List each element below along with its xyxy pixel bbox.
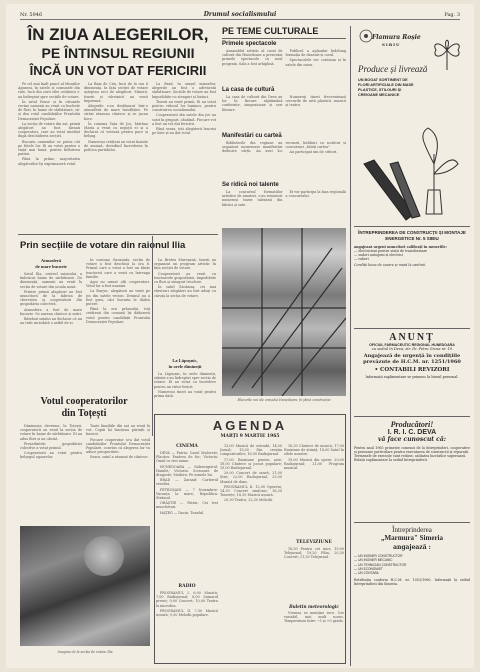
culture-text-carte: Bibliotecile din regiune au organizat numeroase manifestări dedicate cărții. Au avut loc recenzii, întâlniri cu scriitori și concursuri „Iubiți cartea". Au participat mii de cititori. xyxy=(222,141,346,155)
ad-anunt-sub: OFICIUL FARMACEUTIC REGIONAL HUNEDOARA xyxy=(369,343,455,347)
culture-text-casa: La casa de cultură din Deva au loc în fiecare săptămână conferințe, simpozioane și seri literare. Numeroși tineri frecventează cercurile de artă plastică, muzică și teatru. xyxy=(222,95,346,112)
ad-flamura-city: SIBIU xyxy=(382,42,401,47)
article-ilia-col1: Satul Ilia, centrul raionului, a îmbrăcat haine de sărbătoare. De dimineață, oamenii au venit la secția de votare din școala nouă. Printre primii alegători au fost muncitorii de la fabrica de cherestea și cooperatorii din gospodăria colectivă. Atmosfera a fost de mare bucurie. Se auzeau cântece și urări. Bătrânii satului au declarat că nu au trăit niciodată o astfel de zi. xyxy=(20,272,82,326)
article-ilia-col2: În comuna Gurasada, secția de votare a fost deschisă la ora 6. Primul care a votat a fost un tânăr tractorist care a venit cu întreaga familie. Apoi au urmat alți cooperatori. Votul lor a fost unanim. La Burjuc, alegătorii au venit pe jos din satele vecine. Drumul nu a fost greu, căci bucuria le dădea putere. Până la ora prânzului, toți cetățenii din comună își dăduseră votul pentru candidații Frontului Democrației Populare. xyxy=(86,258,150,324)
caption-small-photo: Imagine de la secția de votare Ilia xyxy=(57,650,113,654)
page-header xyxy=(20,10,460,20)
ad-anunt-addr: cu sediul în Deva, str. Dr. Petru Groza nr. 19 xyxy=(371,347,453,351)
agenda-weather: Buletin meteorologic xyxy=(289,604,339,609)
agenda-cinema: CINEMA xyxy=(176,444,198,449)
newspaper-name: Drumul socialismului xyxy=(203,11,277,18)
article-alegeri-col2: La Baia de Criș, încă de la ora 6 dimineața, în fața secției de votare așteptau zeci de alegători. Minerii, tinerii și vârstnicii au venit împreună. Alegerile s-au desfășurat într-o atmosferă de mare însuflețire. Pe străzi răsunau cântece și se jucau hore. În comuna Vața de Jos, bătrâna Maria a venit cu nepoții ei și a declarat că votează pentru pace și belșug. Numeroși cetățeni au votat înainte de amiază, dovedind încrederea în politica partidului. xyxy=(84,82,148,153)
ad-iric-sub: vă face cunoscut că: xyxy=(378,436,446,443)
section-title-cultura: PE TEME CULTURALE xyxy=(222,26,319,36)
photo-scaffolding-lines xyxy=(222,228,346,396)
agenda-radio: RADIO xyxy=(178,584,196,589)
ad-marmura xyxy=(354,526,470,666)
agenda-cinema-text: DEVA — Patria: Cazul Malovetz; Flacăra: Pasărea de foc; Victoria: Omul cu trei nume. HUNEDOARA — Siderurgistul: Hamlet; Victoria: Scrisoare de dragoste; Modern: Pe urmele lui. BRAD — Zarand: Cartierul veseliei. PETROȘANI — 7 Noiembrie: Vacanța la mare; Republica: Străinul. ORĂȘTIE — Patria: Cei trei muschetari. HAȚEG — Dacia: Tunelul. xyxy=(156,451,218,515)
ad-flamura xyxy=(354,26,470,224)
ad-flamura-slogan: Produce și livrează xyxy=(358,64,428,74)
article-alegeri-col1: Pe cel mai înalt punct al Munților Apuseni, în satele și comunele din vale, încă din zorii zilei cetățenii s-au îndreptat spre secțiile de votare. În satul Ponor și în cătunele vecine oamenii au venit cu buchete de flori, în haine de sărbătoare, să-și dea votul candidaților Frontului Democrației Populare. La secția de votare din sat, primii alegători au fost țăranii cooperatori, care au votat imediat după deschiderea secției. Bucuria oamenilor se putea citi pe fețele lor. Ei au votat pentru o viață mai bună, pentru înflorirea patriei. Până la prânz, majoritatea alegătorilor își exprimaseră votul. xyxy=(18,82,80,166)
article-lapusnic: La Lăpușnic, în orele dimineții, sătenii s-au îndreptat spre secția de votare. Ei au votat cu încredere pentru un viitor fericit. Numeroși tineri au votat pentru prima dată. xyxy=(154,372,216,399)
page-number: Pag. 3 xyxy=(444,12,460,18)
ad-anunt-line1: Angajează de urgență în condițiile xyxy=(363,353,461,359)
headline-line3: ÎNCĂ UN VOT DAT FERICIRII xyxy=(29,63,207,78)
agenda-title: AGENDA xyxy=(212,418,288,433)
ad-marmura-b3: UN TEHNICIAN CONSTRUCTOR xyxy=(358,562,407,567)
headline-line1: ÎN ZIUA ALEGERILOR, xyxy=(27,25,209,44)
agenda-radio-text: PROGRAMUL I. 6,00 Muzică; 7,00 Radiojurnal; 8,00 Sumarul presei; 9,00 Concert; 10,00 Teatru la microfon. PROGRAMUL II. 7,30 Muzică ușoară; 9,30 Melodii populare. xyxy=(156,591,218,618)
ad-flamura-desc: UN BOGAT SORTIMENT DE FLORI ARTIFICIALE DIN MASE PLASTICE, STILOURI ȘI CREIOANE MECANICE xyxy=(358,78,414,97)
culture-title-spectacole: Primele spectacole xyxy=(222,41,277,47)
photo-emblem-shape xyxy=(84,536,124,576)
ad-marmura-b5: UN CONTABIL xyxy=(358,571,380,576)
ad-marmura-title: Întreprinderea xyxy=(392,526,432,534)
ad-ice-line4: — rulieri xyxy=(354,257,369,261)
ad-marmura-list: — UN INGINER CONSTRUCTOR — UN INGINER MECANIC — UN TEHNICIAN CONSTRUCTOR — UN ECONOMIST — UN CONTABIL xyxy=(354,554,407,576)
ad-ice-line1: angajează urgent muncitori calificați în meseriile: xyxy=(354,245,447,249)
ad-ice-title: ÎNTREPRINDEREA DE CONSTRUCȚII ȘI MONTAJE ENERGETICE Nr. 5 SIBIU xyxy=(358,230,466,241)
ad-ice-line5: Condiții bune de cazare și masă la cantină. xyxy=(354,263,426,267)
agenda-tv-text: 18,30 Pentru cei mici; 19,00 Telejurnal; 19,20 Film; 20,30 Concert; 21,30 Telejurnal. xyxy=(284,547,344,560)
agenda-weather-text: Vremea se menține rece. Cer variabil, mai mult noros. Temperatura între −5 și +5 grade. xyxy=(284,611,344,624)
headline-line2: PE ÎNTINSUL REGIUNII xyxy=(41,45,195,61)
ad-marmura-sub: angajează : xyxy=(393,544,431,551)
pen-pencil-illustration-icon xyxy=(354,104,470,224)
ad-marmura-b1: UN INGINER CONSTRUCTOR xyxy=(358,554,403,558)
culture-title-casa: La casa de cultură xyxy=(222,87,275,93)
culture-text-spectacole: Ansamblul artistic al casei de cultură din Hunedoara a prezentat primele spectacole cu noul program. Sala a fost arhiplină. Publicul a aplaudat îndelung formația de dansuri și corul. Spectacolele vor continua și în satele din raion. xyxy=(222,49,346,67)
agenda-date: MARȚI 9 MARTIE 1965 xyxy=(220,434,280,439)
ad-anunt xyxy=(354,332,470,414)
section-title-tolesti: Votul cooperatorilor din Toțești xyxy=(40,396,128,419)
ad-iric-name: I. R. I. C. DEVA xyxy=(387,429,437,436)
ad-marmura-b2: UN INGINER MECANIC xyxy=(358,558,393,563)
ad-marmura-name: „Marmura" Simeria xyxy=(380,534,443,542)
issue-number: Nr. 5946 xyxy=(20,12,43,18)
ad-marmura-text: Retribuția conform H.C.M. nr. 1053/1960. Informații la sediul întreprinderii din Simeria. xyxy=(354,578,470,587)
ad-marmura-b4: UN ECONOMIST xyxy=(358,566,383,571)
article-tolesti-col1: Dimineața devreme, la Toțești, cooperatorii au venit la secția de votare în haine de sărbătoare. Ei au adus flori și au cântat. Președintele gospodăriei colective a votat primul. Cooperatorii au votat pentru belșugul ogoarelor. xyxy=(20,424,82,460)
ad-ice-line2: — electricieni pentru stații de transformare xyxy=(354,249,428,253)
ad-iric xyxy=(354,420,470,520)
ad-ice-line3: — sudori autogeni și electrici xyxy=(354,253,404,257)
culture-title-carte: Manifestări cu carteă xyxy=(222,133,282,139)
ad-iric-text: Pentru anul 1965 primește comenzi de la întreprinderi, cooperative și persoane particulare pentru executarea de construcții și reparații. Termenele de execuție sunt reduse, calitatea lucrărilor superioară. Relații suplimentare la sediul întreprinderii. xyxy=(354,446,470,462)
subhead-atmosfera: Atmosferă de mare bucurie xyxy=(35,258,67,269)
ad-ice xyxy=(354,230,470,326)
ad-iric-title: Producători! xyxy=(390,420,434,429)
agenda-tv: TELEVIZIUNE xyxy=(296,540,332,545)
agenda-col3: 16,30 Cântece de muncă; 17,00 Emisiune de știință; 18,00 Satul în zilele noastre. 19,00 Muzică din opere; 20,00 Radiojurnal; 21,00 Program muzical. xyxy=(284,444,344,471)
article-ilia-col3: La Bretea Mureșană, tinerii au organizat un program artistic în fața secției de votare. Cooperatorii au venit cu tractoarele gospodăriei, împodobite cu flori și steaguri tricolore. În satul Săcămaș, cei mai vârstnici alegători au fost aduși cu căruța la secția de votare. xyxy=(154,258,216,298)
ad-flamura-brand: Flamura Roșie xyxy=(372,34,421,41)
culture-text-talente: La concursul formațiilor artistice de amatori, s-au remarcat numeroși tineri talentați din fabrici și sate. Ei vor participa la faza regională a concursului. xyxy=(222,190,346,207)
newspaper-page xyxy=(6,4,474,668)
article-alegeri-col3: La Brad, în orașul minerilor, alegerile au fost o adevărată sărbătoare. Secțiile de votare au fost împodobite cu steaguri și lozinci. Tinerii au venit primii. Ei au votat pentru viitorul lor luminos, pentru construirea socialismului. Cooperatorii din satele din jur au sosit în grupuri, cântând. Fiecare vot a fost un vot dat fericirii. Până seara, toți alegătorii înscriși pe liste și-au dat votul. xyxy=(152,82,216,136)
culture-title-talente: Se ridică noi talente xyxy=(222,182,279,188)
article-tolesti-col2: Toate familiile din sat au venit la vot. Copiii își însoțeau părinții și bunicii. Fiecare cooperator și-a dat votul candidaților Frontului Democrației Populare, convins că alegerea lor va aduce prosperitate. Seara, satul a răsunat de cântece. xyxy=(86,424,150,460)
ad-anunt-line2: prevăzute de H.C.M. nr. 1251/1960 xyxy=(363,359,461,365)
ad-anunt-line3: • CONTABILI REVIZORI xyxy=(374,367,450,373)
subhead-lapusnic: La Lăpușnic, în orele dimineții xyxy=(168,358,202,369)
ad-anunt-line4: Informații suplimentare se primesc la biroul personal. xyxy=(365,375,459,379)
photo-voting-station xyxy=(20,526,150,646)
caption-construction: Blocurile noi ale orașului Hunedoara, în plină construcție xyxy=(237,398,331,402)
agenda-col2: 13,00 Muzică de estradă; 14,00 Jurnal; 15,00 Din creația compozitorilor; 16,00 Radiojurnal. 17,00 Emisiune pentru sate; 18,00 Cântece și jocuri populare; 19,00 Radiojurnal. 20,00 Concert de seară; 21,00 Știri; 22,00 Radiojurnal; 23,00 Muzică de dans. PROGRAMUL II. 12,00 Opereta; 14,30 Concert simfonic; 16,30 Tinerețe; 18,30 Muzică ușoară. 20,30 Teatru; 22,30 Melodii. xyxy=(220,444,282,503)
section-title-votare: Prin secțiile de votare din raionul Ilia xyxy=(20,240,186,251)
ad-anunt-title: ANUNȚ xyxy=(389,332,435,343)
